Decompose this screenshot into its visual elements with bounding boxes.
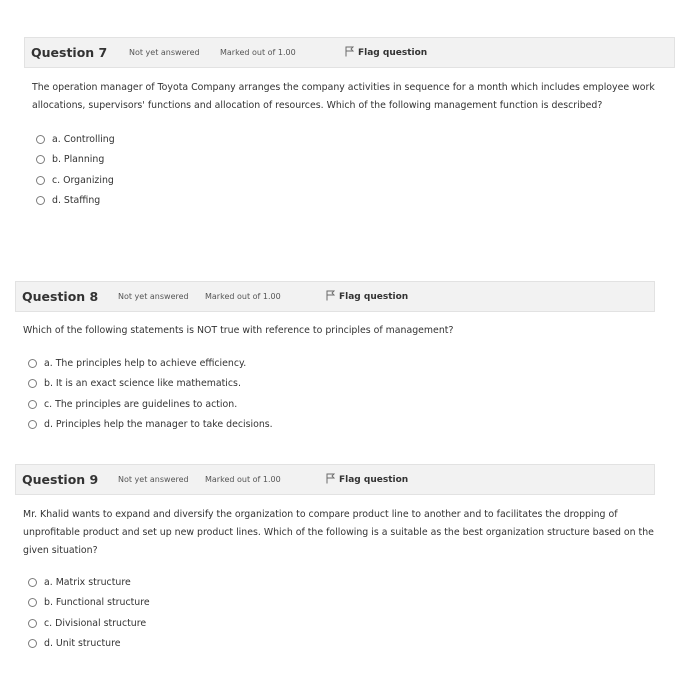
answer-option[interactable] — [28, 353, 273, 374]
answer-option-label: b. Functional structure — [44, 597, 150, 609]
answer-option[interactable] — [28, 634, 150, 655]
flag-icon — [345, 46, 354, 57]
answer-option[interactable] — [36, 129, 115, 150]
answer-option[interactable] — [28, 394, 273, 415]
answer-option[interactable] — [28, 374, 273, 395]
answer-option-label: d. Principles help the manager to take decisions. — [44, 419, 273, 431]
question-marks: Marked out of 1.00 — [220, 48, 296, 57]
radio-button[interactable] — [28, 379, 37, 388]
radio-button[interactable] — [28, 400, 37, 409]
answer-options — [28, 572, 150, 654]
answer-option-label: a. Controlling — [52, 133, 115, 145]
radio-button[interactable] — [28, 359, 37, 368]
flag-icon — [326, 473, 335, 484]
question-title: Question 7 — [31, 45, 108, 60]
question-9-header — [15, 464, 655, 495]
radio-button[interactable] — [28, 420, 37, 429]
answer-option[interactable] — [36, 191, 115, 212]
flag-question-button[interactable] — [326, 290, 408, 302]
question-8-header — [15, 281, 655, 312]
answer-option-label: a. The principles help to achieve efficiency. — [44, 357, 247, 369]
radio-button[interactable] — [36, 176, 45, 185]
answer-option[interactable] — [28, 593, 150, 614]
question-status: Not yet answered — [118, 475, 189, 484]
question-title: Question 8 — [22, 289, 99, 304]
answer-option[interactable] — [28, 415, 273, 436]
radio-button[interactable] — [36, 196, 45, 205]
answer-option[interactable] — [36, 170, 115, 191]
flag-question-label: Flag question — [358, 48, 428, 58]
answer-option-label: d. Unit structure — [44, 638, 121, 650]
radio-button[interactable] — [36, 135, 45, 144]
question-text: The operation manager of Toyota Company arranges the company activities in sequence for a month which includes employee work allocations, supervisors' functions and allocation of resources. Which of the following management function is described? — [32, 82, 655, 111]
question-text: Which of the following statements is NOT true with reference to principles of management? — [23, 325, 454, 336]
flag-question-button[interactable] — [345, 46, 427, 58]
answer-option-label: c. Divisional structure — [44, 617, 147, 629]
answer-option-label: b. Planning — [52, 154, 105, 166]
flag-icon — [326, 290, 335, 301]
answer-option[interactable] — [36, 150, 115, 171]
question-marks: Marked out of 1.00 — [205, 292, 281, 301]
answer-option-label: c. The principles are guidelines to action. — [44, 398, 238, 410]
radio-button[interactable] — [36, 155, 45, 164]
answer-option-label: d. Staffing — [52, 195, 101, 207]
answer-option-label: b. It is an exact science like mathematics. — [44, 378, 241, 390]
radio-button[interactable] — [28, 619, 37, 628]
flag-question-label: Flag question — [339, 475, 409, 485]
answer-options — [36, 129, 115, 211]
question-text: Mr. Khalid wants to expand and diversify the organization to compare product line to another and to facilitates the dropping of unprofitable product and set up new product lines. Which of the following is a suitable as the best organization structure based on the given situation? — [23, 509, 654, 556]
answer-option-label: a. Matrix structure — [44, 576, 131, 588]
radio-button[interactable] — [28, 639, 37, 648]
answer-option[interactable] — [28, 613, 150, 634]
answer-options — [28, 353, 273, 435]
radio-button[interactable] — [28, 598, 37, 607]
question-marks: Marked out of 1.00 — [205, 475, 281, 484]
radio-button[interactable] — [28, 578, 37, 587]
question-status: Not yet answered — [129, 48, 200, 57]
question-status: Not yet answered — [118, 292, 189, 301]
question-7-header — [24, 37, 675, 68]
answer-option[interactable] — [28, 572, 150, 593]
answer-option-label: c. Organizing — [52, 174, 114, 186]
flag-question-button[interactable] — [326, 473, 408, 485]
flag-question-label: Flag question — [339, 292, 409, 302]
question-title: Question 9 — [22, 472, 99, 487]
